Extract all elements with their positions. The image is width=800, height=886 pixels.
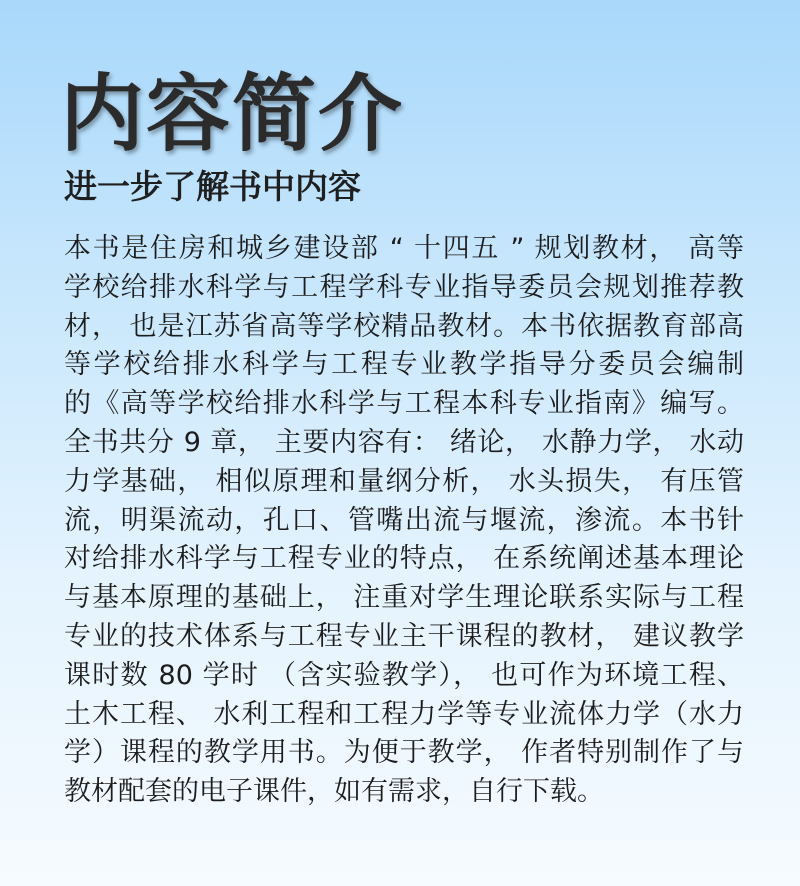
description-line: 全书共分 9 章， 主要内容有： 绪论， 水静力学， 水动 [64,426,744,458]
description-line: 对给排水科学与工程专业的特点， 在系统阐述基本理论 [64,543,744,575]
description-line: 材， 也是江苏省高等学校精品教材。本书依据教育部高 [64,310,744,342]
description-line: 本书是住房和城乡建设部 “ 十四五 ” 规划教材， 高等 [64,233,744,264]
page-title: 内容简介 [60,65,405,163]
description-line: 土木工程、 水利工程和工程力学等专业流体力学（水力 [64,698,744,730]
description-body [64,230,744,812]
page-subtitle: 进一步了解书中内容 [64,167,361,206]
description-line: 等学校给排水科学与工程专业教学指导分委员会编制 [64,349,744,381]
description-line: 的《高等学校给排水科学与工程本科专业指南》编写。 [64,388,744,420]
description-line: 力学基础， 相似原理和量纲分析， 水头损失， 有压管 [64,465,744,497]
description-line: 学校给排水科学与工程学科专业指导委员会规划推荐教 [64,271,744,303]
description-line: 学）课程的教学用书。为便于教学， 作者特别制作了与 [64,737,744,769]
description-line: 流，明渠流动，孔口、管嘴出流与堰流，渗流。本书针 [64,504,744,536]
description-line: 与基本原理的基础上， 注重对学生理论联系实际与工程 [64,582,744,614]
description-line: 课时数 80 学时 （含实验教学）， 也可作为环境工程、 [64,659,744,691]
description-line: 专业的技术体系与工程专业主干课程的教材， 建议教学 [64,620,744,652]
description-line: 教材配套的电子课件，如有需求，自行下载。 [64,776,604,808]
